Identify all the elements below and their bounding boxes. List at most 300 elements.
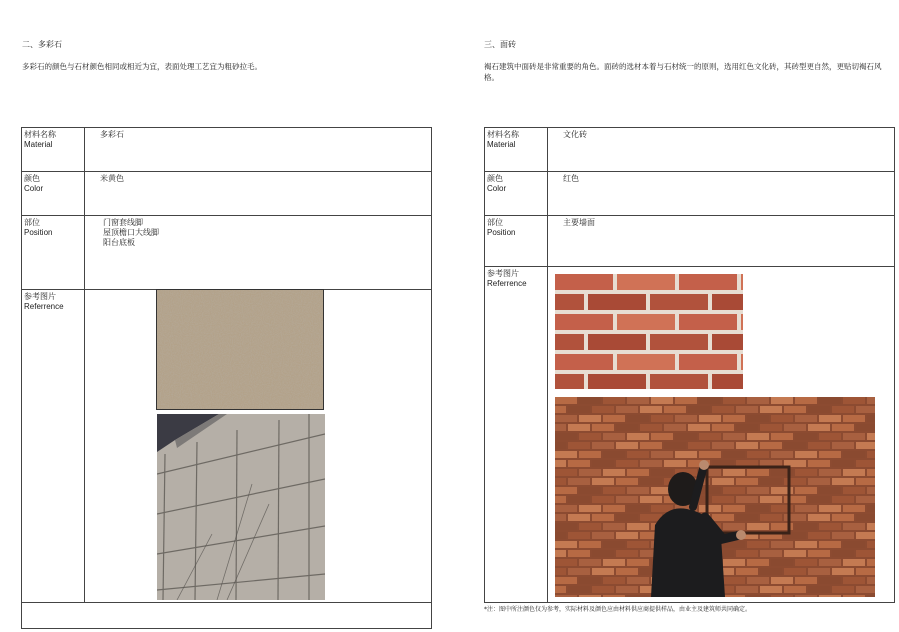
brick bbox=[723, 505, 745, 512]
brick bbox=[603, 523, 625, 530]
brick bbox=[856, 442, 875, 449]
brick bbox=[819, 541, 841, 548]
brick bbox=[579, 541, 601, 548]
position-value: 主要墙面 bbox=[563, 218, 595, 227]
brick bbox=[867, 487, 875, 494]
brick bbox=[603, 415, 625, 422]
brick bbox=[819, 451, 841, 458]
brick bbox=[588, 334, 646, 350]
brick bbox=[867, 595, 875, 597]
position-label-en: Position bbox=[24, 228, 53, 237]
brick bbox=[592, 550, 614, 557]
brick bbox=[627, 451, 649, 458]
table-row bbox=[485, 128, 895, 172]
left-section-heading: 二、多彩石 bbox=[22, 40, 62, 49]
brick bbox=[808, 406, 830, 413]
brick bbox=[712, 496, 734, 503]
brick bbox=[603, 433, 625, 440]
brick bbox=[675, 415, 697, 422]
brick bbox=[651, 397, 673, 404]
brick bbox=[627, 577, 649, 584]
brick bbox=[555, 274, 613, 290]
reference-label-cell bbox=[22, 290, 85, 603]
brick bbox=[795, 415, 817, 422]
brick bbox=[747, 595, 769, 597]
brick bbox=[760, 568, 782, 575]
brick bbox=[617, 314, 675, 330]
brick bbox=[555, 354, 613, 370]
brick bbox=[867, 433, 875, 440]
brick bbox=[664, 406, 686, 413]
brick bbox=[747, 397, 769, 404]
brick bbox=[808, 460, 830, 467]
reference-label-cell bbox=[485, 267, 548, 603]
brick bbox=[640, 460, 662, 467]
brick bbox=[771, 577, 793, 584]
color-label-cell bbox=[485, 172, 548, 216]
color-value-cell bbox=[548, 172, 895, 216]
brick bbox=[723, 559, 745, 566]
brick bbox=[712, 478, 734, 485]
brick bbox=[592, 568, 614, 575]
brick bbox=[843, 541, 865, 548]
brick bbox=[699, 505, 721, 512]
brick bbox=[568, 424, 590, 431]
material-label-cell bbox=[22, 128, 85, 172]
brick bbox=[579, 559, 601, 566]
brick bbox=[819, 415, 841, 422]
brick bbox=[592, 496, 614, 503]
brick bbox=[723, 487, 745, 494]
material-value-cell bbox=[85, 128, 432, 172]
brick bbox=[603, 577, 625, 584]
brick bbox=[627, 559, 649, 566]
brick bbox=[579, 523, 601, 530]
brick bbox=[808, 568, 830, 575]
brick bbox=[747, 559, 769, 566]
position-value-2: 屋顶檐口大线脚 bbox=[103, 228, 159, 237]
brick bbox=[771, 415, 793, 422]
brick bbox=[795, 577, 817, 584]
brick bbox=[760, 550, 782, 557]
brick bbox=[627, 415, 649, 422]
brick bbox=[588, 294, 646, 310]
brick bbox=[603, 541, 625, 548]
brick bbox=[771, 451, 793, 458]
brick bbox=[568, 442, 590, 449]
brick bbox=[640, 406, 662, 413]
footnote: *注：图中所注颜色仅为参考，实际材料及颜色应由材料供应商提供样品，由业主及建筑师共同确定。 bbox=[484, 606, 752, 613]
brick bbox=[843, 397, 865, 404]
brick bbox=[784, 586, 806, 593]
brick bbox=[843, 559, 865, 566]
brick bbox=[819, 433, 841, 440]
brick bbox=[616, 550, 638, 557]
position-value-1: 门窗套线脚 bbox=[103, 218, 143, 227]
red-brick-closeup-photo bbox=[555, 274, 743, 389]
brick bbox=[712, 424, 734, 431]
brick bbox=[555, 294, 584, 310]
material-value: 多彩石 bbox=[100, 130, 124, 139]
brick bbox=[555, 406, 566, 413]
brick bbox=[832, 406, 854, 413]
brick bbox=[579, 469, 601, 476]
brick bbox=[747, 541, 769, 548]
brick bbox=[616, 424, 638, 431]
brick bbox=[760, 496, 782, 503]
reference-label-cn: 参考图片 bbox=[24, 292, 56, 301]
brick bbox=[795, 595, 817, 597]
brick bbox=[795, 523, 817, 530]
brick bbox=[819, 595, 841, 597]
brick bbox=[784, 478, 806, 485]
brick bbox=[760, 406, 782, 413]
reference-label-cn: 参考图片 bbox=[487, 269, 519, 278]
brick bbox=[819, 505, 841, 512]
table-row bbox=[22, 216, 432, 290]
position-label-en: Position bbox=[487, 228, 516, 237]
brick bbox=[568, 514, 590, 521]
brick bbox=[843, 451, 865, 458]
brick bbox=[616, 496, 638, 503]
brick bbox=[675, 397, 697, 404]
brick bbox=[568, 532, 590, 539]
brick bbox=[555, 460, 566, 467]
brick bbox=[568, 586, 590, 593]
brick bbox=[795, 469, 817, 476]
color-label-en: Color bbox=[24, 184, 44, 193]
table-row bbox=[22, 128, 432, 172]
brick bbox=[795, 397, 817, 404]
brick bbox=[771, 595, 793, 597]
brick bbox=[867, 505, 875, 512]
brick bbox=[832, 586, 854, 593]
brick bbox=[640, 424, 662, 431]
brick bbox=[832, 550, 854, 557]
brick bbox=[555, 451, 577, 458]
brick bbox=[832, 460, 854, 467]
color-value: 米黄色 bbox=[100, 174, 124, 183]
brick bbox=[616, 514, 638, 521]
brick bbox=[650, 294, 708, 310]
position-label-cn: 部位 bbox=[487, 218, 503, 227]
brick bbox=[819, 397, 841, 404]
brick bbox=[592, 586, 614, 593]
brick bbox=[627, 487, 649, 494]
brick bbox=[555, 532, 566, 539]
brick bbox=[555, 424, 566, 431]
color-label-cn: 颜色 bbox=[487, 174, 503, 183]
brick bbox=[832, 514, 854, 521]
brick bbox=[867, 577, 875, 584]
brick bbox=[856, 424, 875, 431]
brick bbox=[832, 532, 854, 539]
color-value-cell bbox=[85, 172, 432, 216]
brick bbox=[819, 487, 841, 494]
brick bbox=[664, 442, 686, 449]
brick bbox=[723, 595, 745, 597]
brick bbox=[627, 397, 649, 404]
brick bbox=[617, 354, 675, 370]
brick bbox=[736, 586, 758, 593]
brick bbox=[568, 478, 590, 485]
brick bbox=[555, 523, 577, 530]
brick bbox=[795, 559, 817, 566]
brick bbox=[555, 469, 577, 476]
brick bbox=[736, 568, 758, 575]
color-label-cn: 颜色 bbox=[24, 174, 40, 183]
brick bbox=[808, 478, 830, 485]
brick bbox=[555, 550, 566, 557]
brick bbox=[664, 424, 686, 431]
brick bbox=[784, 406, 806, 413]
brick bbox=[579, 415, 601, 422]
brick bbox=[555, 433, 577, 440]
brick bbox=[675, 451, 697, 458]
brick bbox=[699, 487, 721, 494]
brick bbox=[856, 532, 875, 539]
brick bbox=[867, 397, 875, 404]
empty-footer-cell bbox=[22, 603, 432, 629]
brick bbox=[555, 505, 577, 512]
material-label-cn: 材料名称 bbox=[487, 130, 519, 139]
brick bbox=[736, 406, 758, 413]
brick bbox=[856, 568, 875, 575]
material-label-cell bbox=[485, 128, 548, 172]
brick bbox=[832, 478, 854, 485]
brick bbox=[832, 424, 854, 431]
brick bbox=[832, 568, 854, 575]
brick bbox=[616, 568, 638, 575]
brick bbox=[867, 415, 875, 422]
brick bbox=[579, 397, 601, 404]
brick bbox=[856, 460, 875, 467]
brick bbox=[795, 433, 817, 440]
granite-texture-image bbox=[157, 290, 324, 410]
brick bbox=[723, 433, 745, 440]
brick bbox=[856, 514, 875, 521]
brick bbox=[784, 514, 806, 521]
brick bbox=[679, 274, 737, 290]
brick bbox=[712, 514, 734, 521]
brick bbox=[568, 460, 590, 467]
brick bbox=[760, 514, 782, 521]
brick bbox=[843, 523, 865, 530]
brick bbox=[843, 433, 865, 440]
brick bbox=[664, 460, 686, 467]
brick bbox=[603, 559, 625, 566]
brick bbox=[747, 577, 769, 584]
brick bbox=[784, 442, 806, 449]
brick bbox=[843, 487, 865, 494]
brick bbox=[699, 451, 721, 458]
brick bbox=[843, 505, 865, 512]
brick bbox=[568, 568, 590, 575]
brick bbox=[784, 568, 806, 575]
material-label-en: Material bbox=[487, 140, 516, 149]
brick bbox=[555, 577, 577, 584]
brick bbox=[867, 451, 875, 458]
brick bbox=[712, 334, 743, 350]
brick bbox=[616, 478, 638, 485]
brick bbox=[640, 478, 662, 485]
brick bbox=[723, 451, 745, 458]
brick bbox=[579, 487, 601, 494]
position-value-cell bbox=[85, 216, 432, 290]
position-value-cell bbox=[548, 216, 895, 267]
brick bbox=[819, 523, 841, 530]
brick bbox=[760, 442, 782, 449]
brick bbox=[808, 550, 830, 557]
brick bbox=[616, 442, 638, 449]
brick bbox=[723, 469, 745, 476]
brick bbox=[650, 334, 708, 350]
brick bbox=[555, 442, 566, 449]
brick bbox=[688, 442, 710, 449]
brick bbox=[795, 505, 817, 512]
brick bbox=[592, 424, 614, 431]
brick bbox=[555, 487, 577, 494]
brick bbox=[651, 415, 673, 422]
brick bbox=[616, 460, 638, 467]
brick bbox=[867, 523, 875, 530]
brick bbox=[819, 559, 841, 566]
brick bbox=[688, 406, 710, 413]
color-label-cell bbox=[22, 172, 85, 216]
brick bbox=[555, 514, 566, 521]
brick bbox=[650, 374, 708, 389]
stone-facade-photo bbox=[157, 414, 325, 600]
brick bbox=[627, 595, 649, 597]
brick bbox=[747, 469, 769, 476]
brick bbox=[592, 442, 614, 449]
brick bbox=[856, 586, 875, 593]
brick bbox=[736, 424, 758, 431]
brick bbox=[771, 559, 793, 566]
brick bbox=[555, 595, 577, 597]
brick bbox=[741, 314, 743, 330]
granite-sample-photo bbox=[156, 289, 324, 410]
brick bbox=[736, 550, 758, 557]
brick bbox=[771, 397, 793, 404]
brick bbox=[568, 496, 590, 503]
brick bbox=[771, 541, 793, 548]
brick bbox=[808, 442, 830, 449]
brick bbox=[617, 274, 675, 290]
brick bbox=[784, 424, 806, 431]
brick bbox=[795, 541, 817, 548]
right-section-description: 褐石建筑中面砖是非常重要的角色。面砖的选材本着与石材统一的原则，选用红色文化砖，其砖型更自然，更贴切褐石风格。 bbox=[484, 62, 882, 82]
brick bbox=[771, 433, 793, 440]
brick bbox=[651, 451, 673, 458]
brick bbox=[603, 595, 625, 597]
brick bbox=[867, 469, 875, 476]
brick bbox=[843, 469, 865, 476]
brick bbox=[747, 433, 769, 440]
brick bbox=[588, 374, 646, 389]
brick bbox=[712, 374, 743, 389]
brick bbox=[723, 577, 745, 584]
brick bbox=[699, 433, 721, 440]
left-section-description: 多彩石的颜色与石材颜色相同或相近为宜，表面处理工艺宜为粗砂拉毛。 bbox=[22, 62, 262, 71]
brick bbox=[712, 406, 734, 413]
red-brick-closeup-image bbox=[555, 274, 743, 389]
brick bbox=[760, 478, 782, 485]
brick bbox=[819, 577, 841, 584]
brick bbox=[808, 496, 830, 503]
brick bbox=[579, 595, 601, 597]
brick bbox=[555, 314, 613, 330]
brick bbox=[640, 442, 662, 449]
brick bbox=[555, 541, 577, 548]
brick bbox=[747, 415, 769, 422]
brick bbox=[603, 505, 625, 512]
brick bbox=[555, 559, 577, 566]
right-section-heading: 三、面砖 bbox=[484, 40, 516, 49]
brick bbox=[592, 460, 614, 467]
brick bbox=[675, 433, 697, 440]
brick bbox=[579, 577, 601, 584]
brick bbox=[795, 487, 817, 494]
brick bbox=[736, 442, 758, 449]
brick bbox=[616, 532, 638, 539]
brick bbox=[555, 568, 566, 575]
brick bbox=[699, 415, 721, 422]
brick bbox=[688, 424, 710, 431]
brick bbox=[867, 559, 875, 566]
stone-facade-image bbox=[157, 414, 325, 600]
brick bbox=[843, 415, 865, 422]
brick bbox=[723, 397, 745, 404]
color-label-en: Color bbox=[487, 184, 507, 193]
brick bbox=[856, 478, 875, 485]
table-row bbox=[485, 216, 895, 267]
brick bbox=[760, 424, 782, 431]
brick bbox=[627, 541, 649, 548]
brick bbox=[808, 532, 830, 539]
brick bbox=[555, 374, 584, 389]
reference-label-en: Referrence bbox=[24, 302, 64, 311]
brick bbox=[741, 274, 743, 290]
brick bbox=[592, 478, 614, 485]
reference-label-en: Referrence bbox=[487, 279, 527, 288]
brick bbox=[741, 354, 743, 370]
table-row bbox=[22, 172, 432, 216]
brick bbox=[592, 406, 614, 413]
brick bbox=[555, 334, 584, 350]
brick bbox=[616, 586, 638, 593]
brick bbox=[723, 415, 745, 422]
brick bbox=[603, 451, 625, 458]
brick bbox=[712, 294, 743, 310]
material-label-cn: 材料名称 bbox=[24, 130, 56, 139]
brick bbox=[651, 469, 673, 476]
brick bbox=[843, 595, 865, 597]
brick bbox=[760, 586, 782, 593]
brick bbox=[579, 505, 601, 512]
brick bbox=[832, 496, 854, 503]
brick bbox=[592, 514, 614, 521]
brick bbox=[736, 496, 758, 503]
brick bbox=[808, 586, 830, 593]
brick bbox=[627, 433, 649, 440]
brick bbox=[856, 496, 875, 503]
brick bbox=[592, 532, 614, 539]
brick bbox=[627, 505, 649, 512]
table-row bbox=[22, 603, 432, 629]
brick bbox=[603, 487, 625, 494]
brick bbox=[832, 442, 854, 449]
